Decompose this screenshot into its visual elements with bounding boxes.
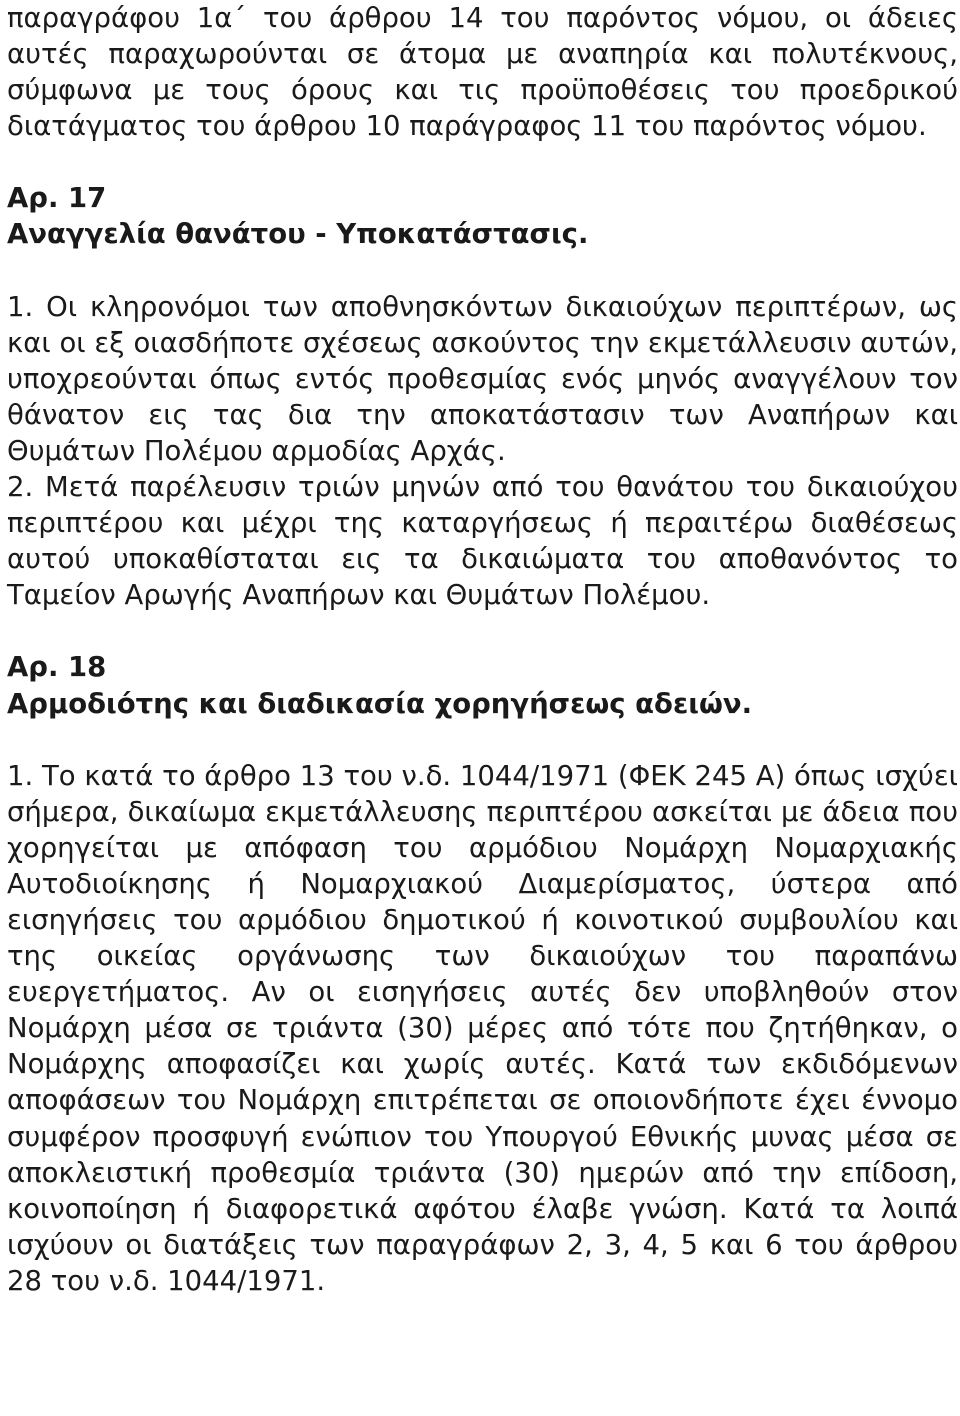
article-17-body	[7, 289, 958, 614]
article-17	[7, 180, 958, 613]
article-18-paragraph-1: 1. Το κατά το άρθρο 13 του ν.δ. 1044/1971 (ΦΕΚ 245 Α) όπως ισχύει σήμερα, δικαίωμα εκμετάλλευσης περιπτέρου ασκείται με άδεια που χορηγείται με απόφαση του αρμόδιου Νομάρχη Νομαρχιακής Αυτοδιοίκησης ή Νομαρχιακού Διαμερίσματος, ύστερα από εισηγήσεις του αρμόδιου δημοτικού ή κοινοτικού συμβουλίου και της οικείας οργάνωσης των δικαιούχων του παραπάνω ευεργετήματος. Αν οι εισηγήσεις αυτές δεν υποβληθούν στον Νομάρχη μέσα σε τριάντα (30) μέρες από τότε που ζητήθηκαν, ο Νομάρχης αποφασίζει και χωρίς αυτές. Κατά των εκδιδόμενων αποφάσεων του Νομάρχη επιτρέπεται σε οποιονδήποτε έχει έννομο συμφέρον προσφυγή ενώπιον του Υπουργού Εθνικής μυνας μέσα σε αποκλειστική προθεσμία τριάντα (30) ημερών από την επίδοση, κοινοποίηση ή διαφορετικά αφότου έλαβε γνώση. Κατά τα λοιπά ισχύουν οι διατάξεις των παραγράφων 2, 3, 4, 5 και 6 του άρθρου 28 του ν.δ. 1044/1971.	[7, 759, 958, 1297]
article-18-title: Αρμοδιότης και διαδικασία χορηγήσεως αδειών.	[7, 687, 753, 720]
article-18-body	[7, 758, 958, 1299]
article-17-paragraph-1: 1. Οι κληρονόμοι των αποθνησκόντων δικαιούχων περιπτέρων, ως και οι εξ οιασδήποτε σχέσεως ασκούντος την εκμετάλλευσιν αυτών, υποχρεούνται όπως εντός προθεσμίας ενός μηνός αναγγέλουν τον θάνατον εις τας δια την αποκατάστασιν των Αναπήρων και Θυμάτων Πολέμου αρμοδίας Αρχάς.	[7, 290, 958, 467]
intro-paragraph: παραγράφου 1α΄ του άρθρου 14 του παρόντος νόμου, οι άδειες αυτές παραχωρούνται σε άτομα με αναπηρία και πολυτέκνους, σύμφωνα με τους όρους και τις προϋποθέσεις του προεδρικού διατάγματος του άρθρου 10 παράγραφος 11 του παρόντος νόμου.	[7, 2, 958, 143]
article-17-title: Αναγγελία θανάτου - Υποκατάστασις.	[7, 218, 589, 251]
article-18	[7, 649, 958, 1299]
article-17-paragraph-2: 2. Μετά παρέλευσιν τριών μηνών από του θανάτου του δικαιούχου περιπτέρου και μέχρι της καταργήσεως ή περαιτέρω διαθέσεως αυτού υποκαθίσταται εις τα δικαιώματα του αποθανόντος το Ταμείον Αρωγής Αναπήρων και Θυμάτων Πολέμου.	[7, 471, 958, 612]
article-17-number: Αρ. 17	[7, 182, 107, 215]
article-18-number: Αρ. 18	[7, 651, 107, 684]
document-page	[7, 0, 958, 1299]
